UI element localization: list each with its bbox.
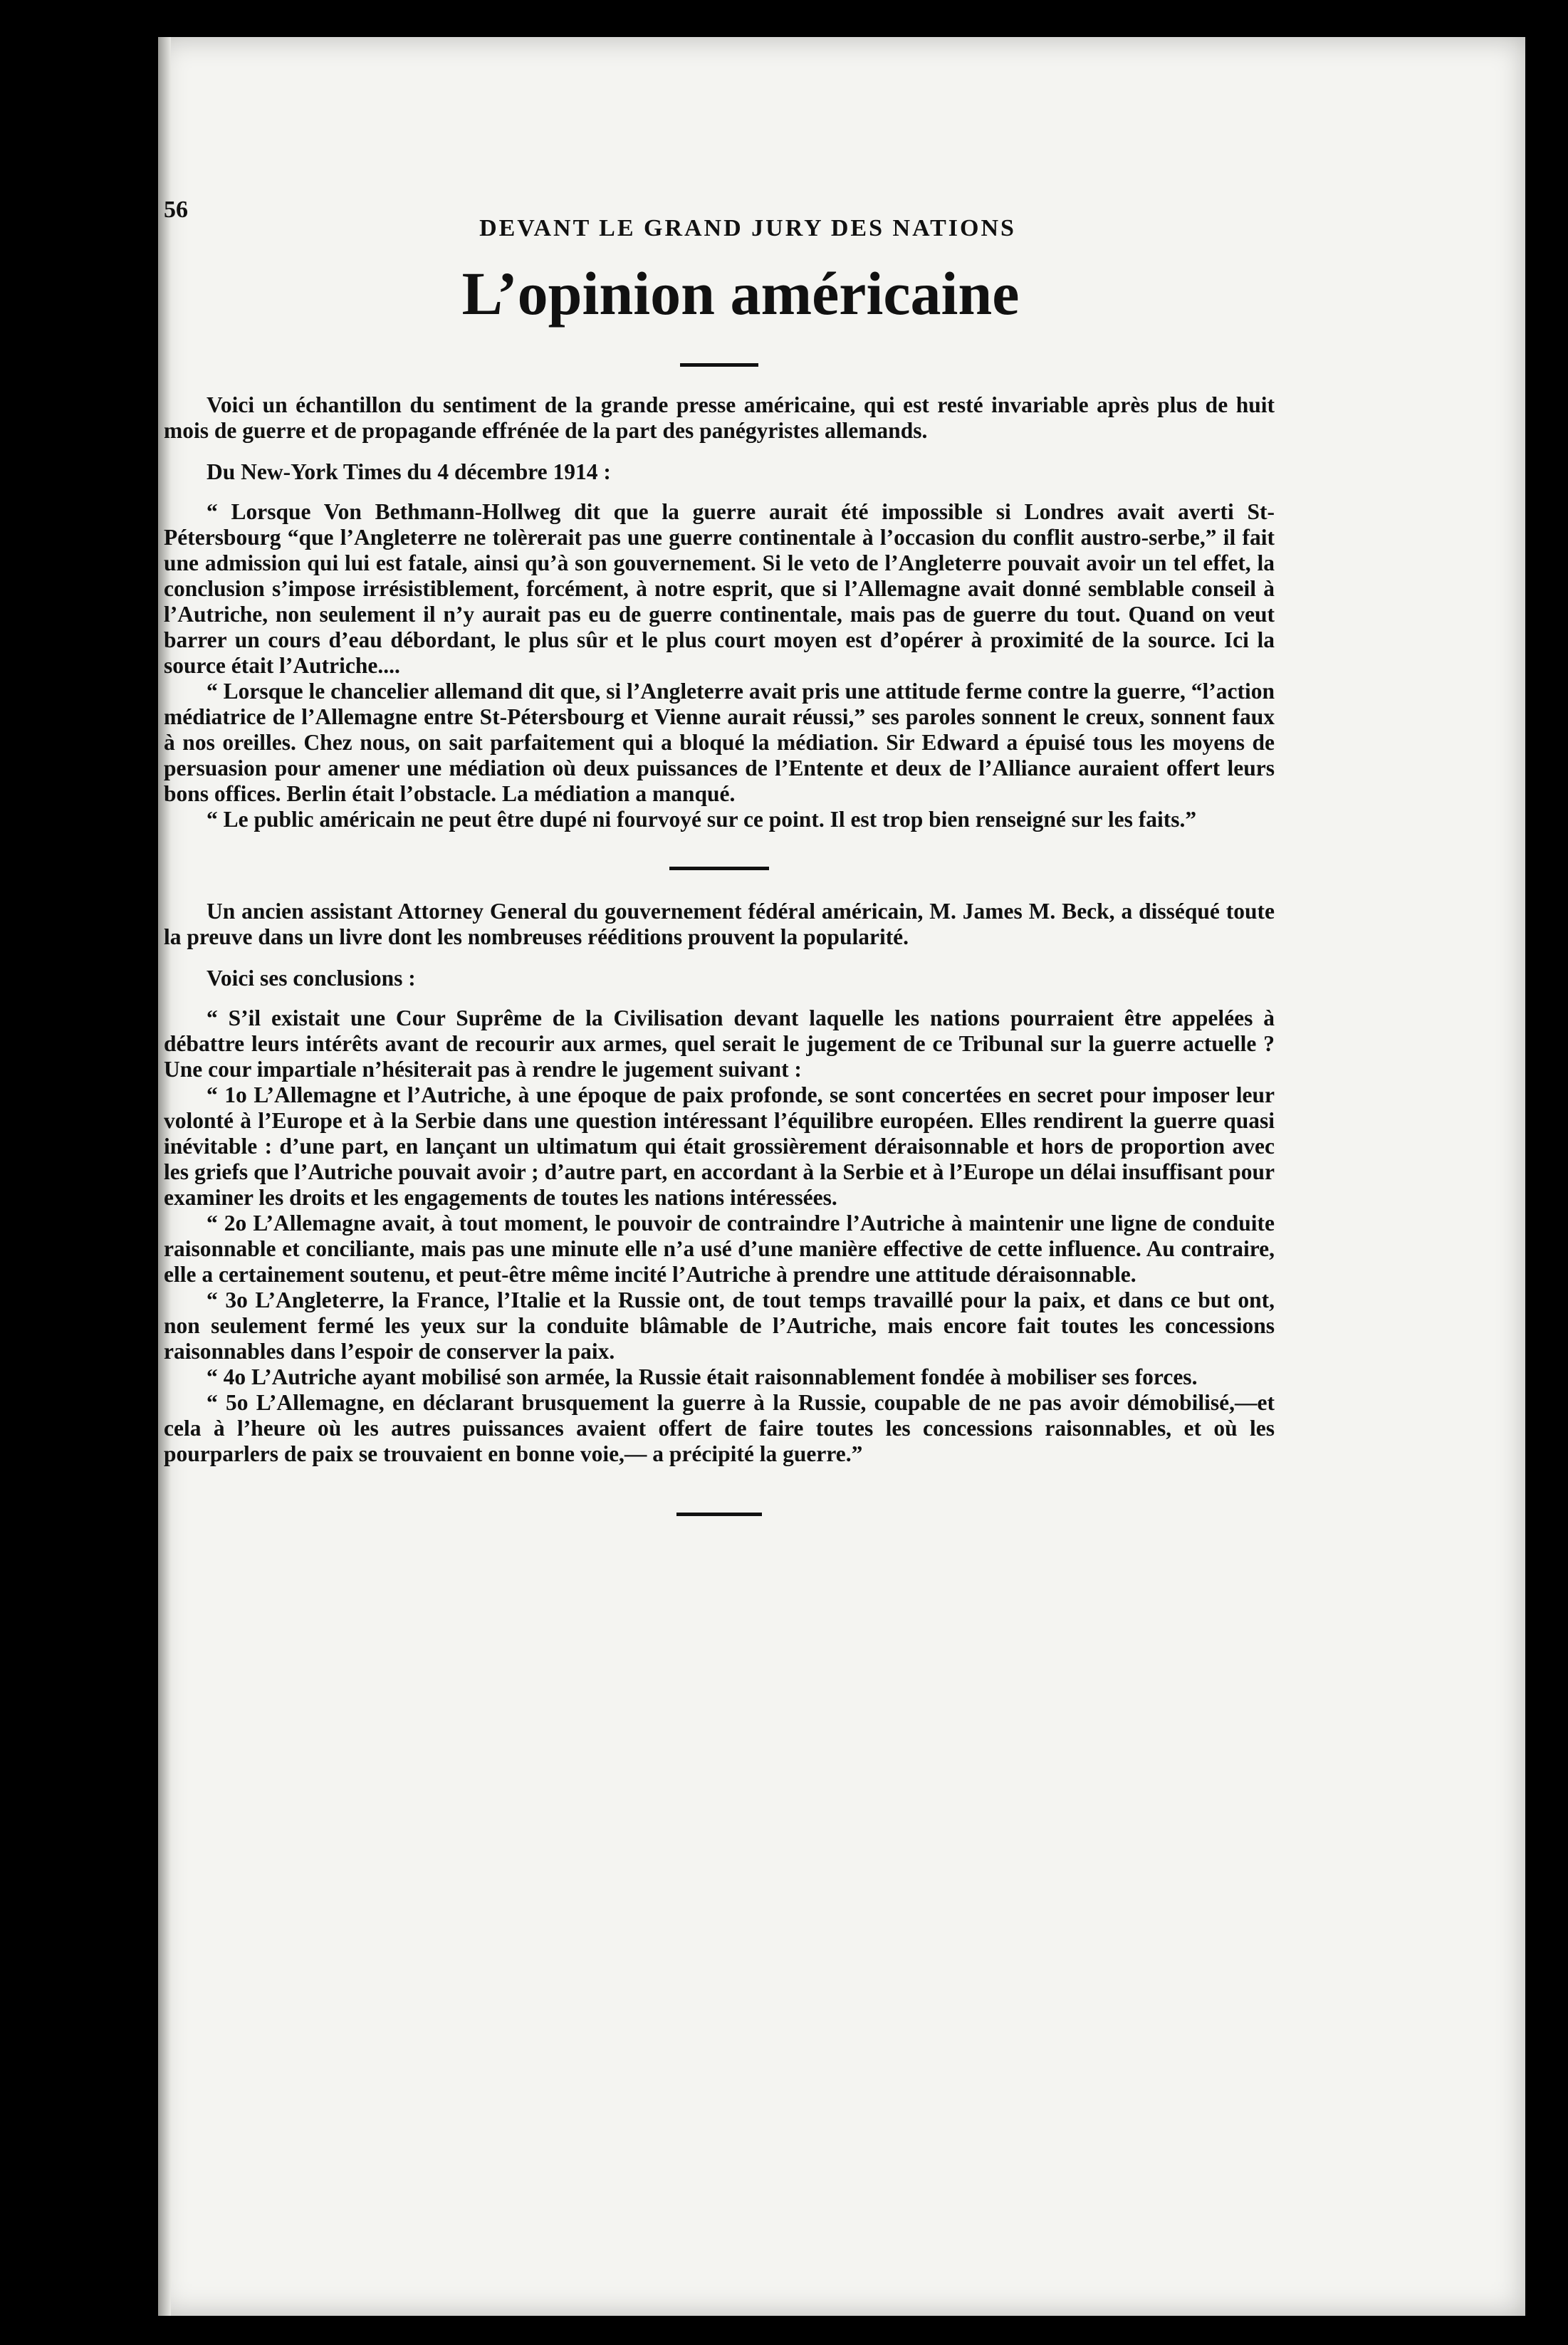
- conclusion-point-1: “ 1o L’Allemagne et l’Autriche, à une époque de paix profonde, se sont concertées en secret pour imposer leur volonté à l’Europe et à la Serbie dans une question intéressant l’équilibre européen. Elles rendirent la guerre quasi inévitable : d’une part, en lançant un ultimatum qui était grossièrement déraisonnable et hors de proportion avec les griefs que l’Autriche pouvait avoir ; d’autre part, en accordant à la Serbie et à l’Europe un délai insuffisant pour examiner les droits et les engagements de toutes les nations intéressées.: [164, 1082, 1275, 1210]
- quote-paragraph-2: “ Lorsque le chancelier allemand dit que, si l’Angleterre avait pris une attitude ferme contre la guerre, “l’action médiatrice de l’Allemagne entre St-Pétersbourg et Vienne aurait réussi,” ses paroles sonnent le creux, sonnent faux à nos oreilles. Chez nous, on sait parfaitement qui a bloqué la médiation. Sir Edward a épuisé tous les moyens de persuasion pour amener une médiation où deux puissances de l’Entente et deux de l’Alliance auraient offert leurs bons offices. Berlin était l’obstacle. La médiation a manqué.: [164, 679, 1275, 806]
- conclusion-point-2: “ 2o L’Allemagne avait, à tout moment, le pouvoir de contraindre l’Autriche à maintenir une ligne de conduite raisonnable et conciliante, mais pas une minute elle n’a usé d’une manière effective de cette influence. Au contraire, elle a certainement soutenu, et peut-être même incité l’Autriche à prendre une attitude déraisonnable.: [164, 1211, 1275, 1287]
- page-title: L’opinion américaine: [461, 259, 1020, 328]
- conclusion-intro: “ S’il existait une Cour Suprême de la Civilisation devant laquelle les nations pourraient être appelées à débattre leurs intérêts avant de recourir aux armes, quel serait le jugement de ce Tribunal sur la guerre actuelle ? Une cour impartiale n’hésiterait pas à rendre le jugement suivant :: [164, 1006, 1275, 1082]
- divider-rule: [680, 363, 758, 367]
- page-content: [164, 164, 1275, 1516]
- conclusions-label: Voici ses conclusions :: [207, 966, 416, 991]
- page-number: 56: [164, 197, 188, 223]
- section1-intro: Voici un échantillon du sentiment de la grande presse américaine, qui est resté invariable après plus de huit mois de guerre et de propagande effrénée de la part des panégyristes allemands.: [164, 392, 1275, 443]
- running-head: DEVANT LE GRAND JURY DES NATIONS: [479, 215, 1016, 241]
- section2-intro: Un ancien assistant Attorney General du gouvernement fédéral américain, M. James M. Beck, a disséqué toute la preuve dans un livre dont les nombreuses rééditions prouvent la popularité.: [164, 899, 1275, 949]
- source-citation: Du New-York Times du 4 décembre 1914 :: [207, 459, 611, 484]
- conclusion-point-3: “ 3o L’Angleterre, la France, l’Italie et la Russie ont, de tout temps travaillé pour la paix, et dans ce but ont, non seulement fermé les yeux sur la conduite blâmable de l’Autriche, mais encore fait toutes les concessions raisonnables dans l’espoir de conserver la paix.: [164, 1288, 1275, 1364]
- quote-paragraph-3: “ Le public américain ne peut être dupé ni fourvoyé sur ce point. Il est trop bien renseigné sur les faits.”: [207, 807, 1197, 832]
- quote-paragraph-1: “ Lorsque Von Bethmann-Hollweg dit que la guerre aurait été impossible si Londres avait averti St-Pétersbourg “que l’Angleterre ne tolèrerait pas une guerre continentale à l’occasion du conflit austro-serbe,” il fait une admission qui lui est fatale, ainsi qu’à son gouvernement. Si le veto de l’Angleterre pouvait avoir un tel effet, la conclusion s’impose irrésistiblement, forcément, à notre esprit, que si l’Allemagne avait donné semblable conseil à l’Autriche, non seulement il n’y aurait pas eu de guerre continentale, mais pas de guerre du tout. Quand on veut barrer un cours d’eau débordant, le plus sûr et le plus court moyen est d’opérer à proximité de la source. Ici la source était l’Autriche....: [164, 499, 1275, 678]
- conclusion-point-5: “ 5o L’Allemagne, en déclarant brusquement la guerre à la Russie, coupable de ne pas avoir démobilisé,—et cela à l’heure où les autres puissances avaient offert de faire toutes les concessions raisonnables, et où les pourparlers de paix se trouvaient en bonne voie,— a précipité la guerre.”: [164, 1390, 1275, 1466]
- divider-rule: [676, 1513, 762, 1516]
- conclusion-point-4: “ 4o L’Autriche ayant mobilisé son armée, la Russie était raisonnablement fondée à mobiliser ses forces.: [207, 1364, 1198, 1389]
- divider-rule: [669, 867, 769, 870]
